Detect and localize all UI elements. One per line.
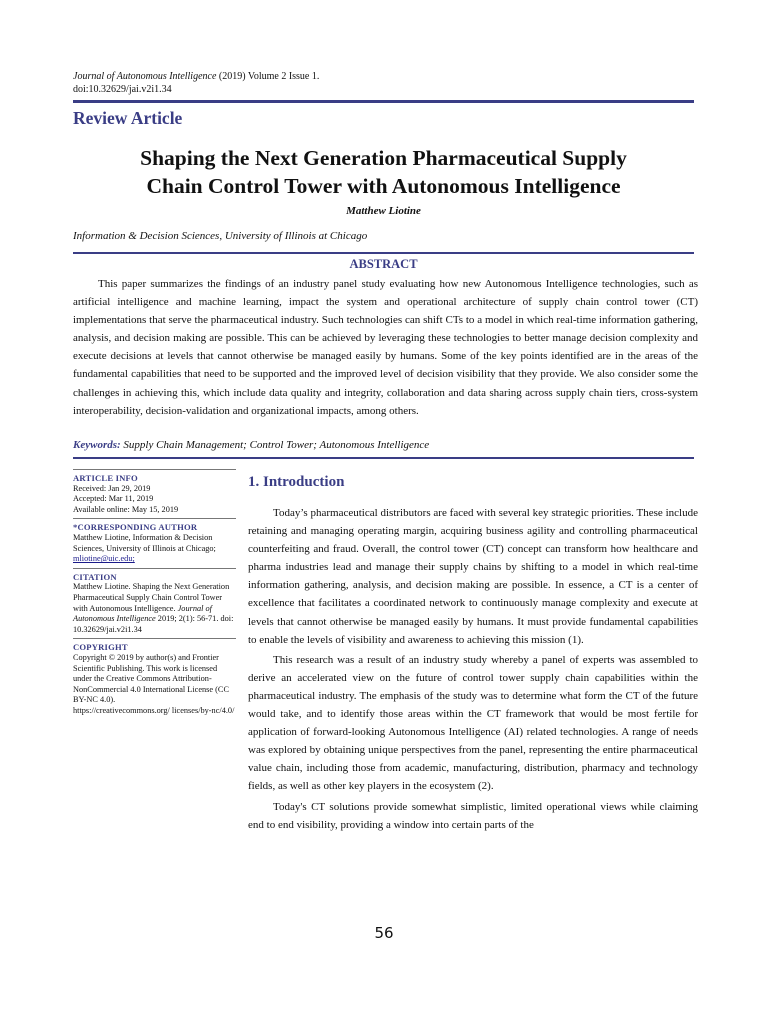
article-type: Review Article (73, 108, 183, 128)
citation-section (73, 572, 236, 636)
corresponding-author-text: Matthew Liotine, Information & Decision Sciences, University of Illinois at Chicago; (73, 532, 216, 553)
article-info-sidebar (73, 469, 236, 719)
citation-heading: CITATION (73, 571, 117, 582)
article-info-heading: ARTICLE INFO (73, 473, 138, 483)
title-line-2: Chain Control Tower with Autonomous Intelligence (146, 174, 621, 198)
journal-name: Journal of Autonomous Intelligence (73, 71, 217, 82)
abstract-heading: ABSTRACT (349, 257, 418, 271)
corresponding-email-link[interactable]: mliotine@uic.edu; (73, 554, 135, 564)
abstract-text: This paper summarizes the findings of an industry panel study evaluating how new Autonomous Intelligence technologies, such as artificial intelligence and machine learning, impact the system and operational architecture of supply chain control tower (CT) implementations that serve the pharmaceutical industry. Such technologies can shift CTs to a model in which real-time information gathering, analysis, and decision making are possible. This can be achieved by leveraging these technologies to better manage decision complexity and execute decisions at levels that cannot otherwise be managed easily by humans. Some of the key points identified are in the areas of the fundamental capabilities that need to be supported and the improved level of decision visibility that they provide. We also consider some the challenges in achieving this, which include data quality and integrity, collaboration and data sharing across supply chain tiers, cross-system interoperability, decision-validation and organizational impacts, among others. (73, 278, 698, 417)
author-name: Matthew Liotine (346, 205, 421, 217)
abstract-divider (73, 252, 694, 254)
paragraph: This research was a result of an industry study whereby a panel of experts was assembled to derive an accelerated view on the future of control tower supply chain capabilities within the pharmaceutical industry. The emphasis of the study was to determine what form the CT of the future would take, and to identify those areas within the CT framework that would be most fertile for application of forward-looking Autonomous Intelligence (AI) related technologies. A range of needs was explored by obtaining unique perspectives from the panel, representing the entire pharmaceutical value chain, including those from academic, manufacturing, distribution, pharmacy and technology fields, as well as other key players in the ecosystem (2). (248, 653, 698, 793)
sidebar-rule (73, 469, 236, 470)
top-divider (73, 100, 694, 103)
author-affiliation: Information & Decision Sciences, University of Illinois at Chicago (73, 230, 368, 242)
body-divider (73, 457, 694, 459)
citation-journal: Journal of Autonomous Intelligence (73, 603, 212, 624)
title-line-1: Shaping the Next Generation Pharmaceutical Supply (140, 146, 627, 170)
citation-tail: 2019; 2(1): 56-71. doi: 10.32629/jai.v2i1.34 (73, 614, 234, 634)
introduction-heading: 1. Introduction (248, 474, 345, 490)
accepted-date: Accepted: Mar 11, 2019 (73, 494, 154, 504)
citation-body: Matthew Liotine. Shaping the Next Generation Pharmaceutical Supply Chain Control Tower with Autonomous Intelligence. (73, 582, 230, 613)
license-url[interactable]: https://creativecommons.org/ licenses/by-nc/4.0/ (73, 705, 235, 715)
copyright-section (73, 642, 236, 716)
sidebar-rule (73, 638, 236, 639)
sidebar-rule (73, 518, 236, 519)
journal-volume: (2019) Volume 2 Issue 1. (216, 71, 320, 82)
introduction-body (248, 504, 698, 836)
keywords-label: Keywords: (73, 439, 121, 451)
citation-text (73, 582, 236, 635)
keywords-list: Supply Chain Management; Control Tower; Autonomous Intelligence (120, 439, 430, 451)
journal-citation-header (73, 70, 319, 96)
corresponding-author-section (73, 522, 236, 564)
keywords (73, 439, 694, 451)
article-info-section (73, 473, 236, 515)
paragraph: Today's CT solutions provide somewhat simplistic, limited operational views while claiming end to end visibility, providing a window into certain parts of the (248, 800, 698, 831)
paper-title (73, 144, 694, 200)
received-date: Received: Jan 29, 2019 (73, 483, 151, 493)
corresponding-author-heading: *CORRESPONDING AUTHOR (73, 522, 198, 533)
copyright-text: Copyright © 2019 by author(s) and Frontier Scientific Publishing. This work is licensed under the Creative Commons Attribution-NonCommercial 4.0 International License (CC BY-NC 4.0). (73, 652, 229, 705)
sidebar-rule (73, 568, 236, 569)
page-number: 56 (374, 924, 394, 942)
paragraph: Today’s pharmaceutical distributors are faced with several key strategic priorities. These include retaining and managing operating margin, acquiring business agility and controlling pharmaceutical counterfeiting and fraud. Overall, the control tower (CT) concept can transform how healthcare and pharma industries lead and manage their supply chains by shifting to a model in which real-time information gathering, analysis, and decision making are possible. In essence, a CT is a center of excellence that facilitates a coordinated network to continuously manage complexity and execute at levels that cannot otherwise be managed easily by humans. It must provide fundamental capabilities to enable the levels of visibility and awareness to achieving this mission (1). (248, 507, 698, 646)
copyright-heading: COPYRIGHT (73, 642, 128, 653)
doi: doi:10.32629/jai.v2i1.34 (73, 84, 172, 95)
available-date: Available online: May 15, 2019 (73, 504, 179, 514)
